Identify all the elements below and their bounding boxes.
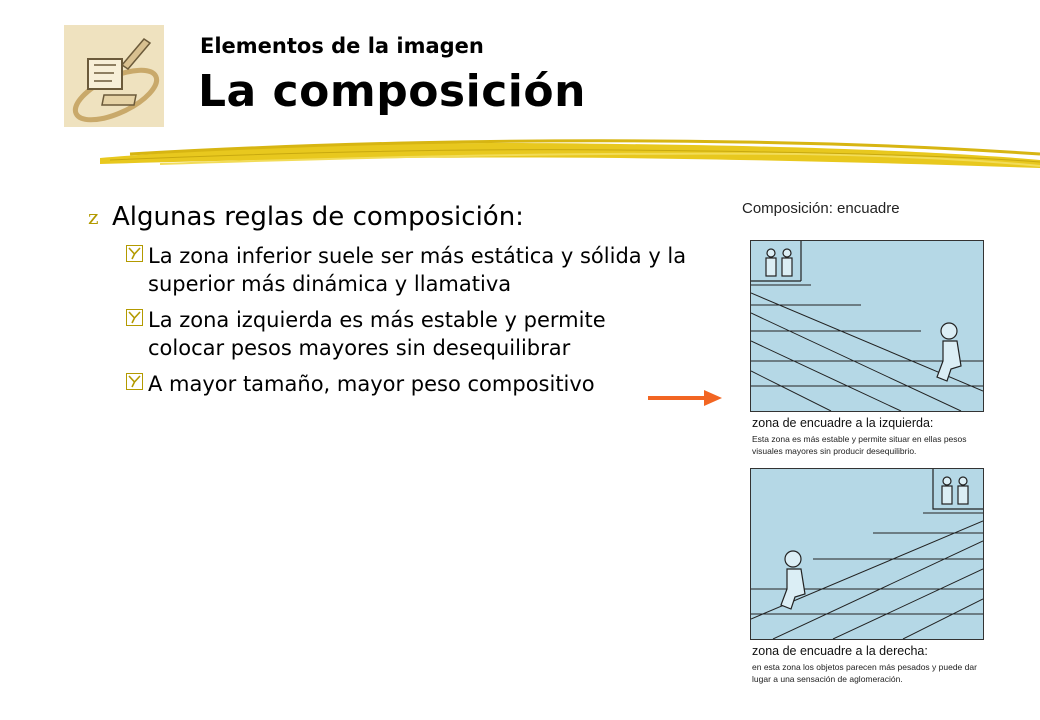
bullet-main: [88, 200, 688, 234]
header-subtitle: Elementos de la imagen: [200, 34, 484, 58]
panel2-caption-text: en esta zona los objetos parecen más pesados y puede dar lugar a una sensación de aglomeración.: [752, 662, 977, 684]
bullet-sub-2-text: La zona izquierda es más estable y permite colocar pesos mayores sin desequilibrar: [148, 308, 606, 360]
bullet-sub-1: [126, 242, 688, 298]
z-bullet-icon: z: [88, 205, 99, 229]
bullet-list: [88, 200, 688, 398]
y-bullet-icon: [126, 245, 148, 267]
arrow-right-icon: [646, 387, 726, 409]
y-bullet-icon: [126, 309, 148, 331]
panel-left-illustration: [751, 241, 983, 411]
composition-figure: [736, 196, 1000, 690]
logo-painter-icon: [64, 25, 164, 127]
bullet-main-text: Algunas reglas de composición:: [112, 202, 524, 232]
bullet-sub-1-text: La zona inferior suele ser más estática y sólida y la superior más dinámica y llamativa: [148, 244, 687, 296]
bullet-sub-2: [126, 306, 688, 362]
brush-stroke-divider: [100, 134, 1040, 184]
panel-right-illustration: [751, 469, 983, 639]
y-bullet-icon: [126, 373, 148, 395]
panel-right-framing: [750, 468, 984, 640]
panel2-caption-title: zona de encuadre a la derecha:: [752, 644, 928, 658]
bullet-sub-3-text: A mayor tamaño, mayor peso compositivo: [148, 372, 595, 396]
panel-left-framing: [750, 240, 984, 412]
panel1-caption-title: zona de encuadre a la izquierda:: [752, 416, 934, 430]
page-title: La composición: [198, 66, 586, 117]
panel1-caption-text: Esta zona es más estable y permite situar en ellas pesos visuales mayores sin producir desequilibrio.: [752, 434, 967, 456]
figure-title: Composición: encuadre: [742, 200, 900, 217]
bullet-sub-3: [126, 370, 688, 398]
